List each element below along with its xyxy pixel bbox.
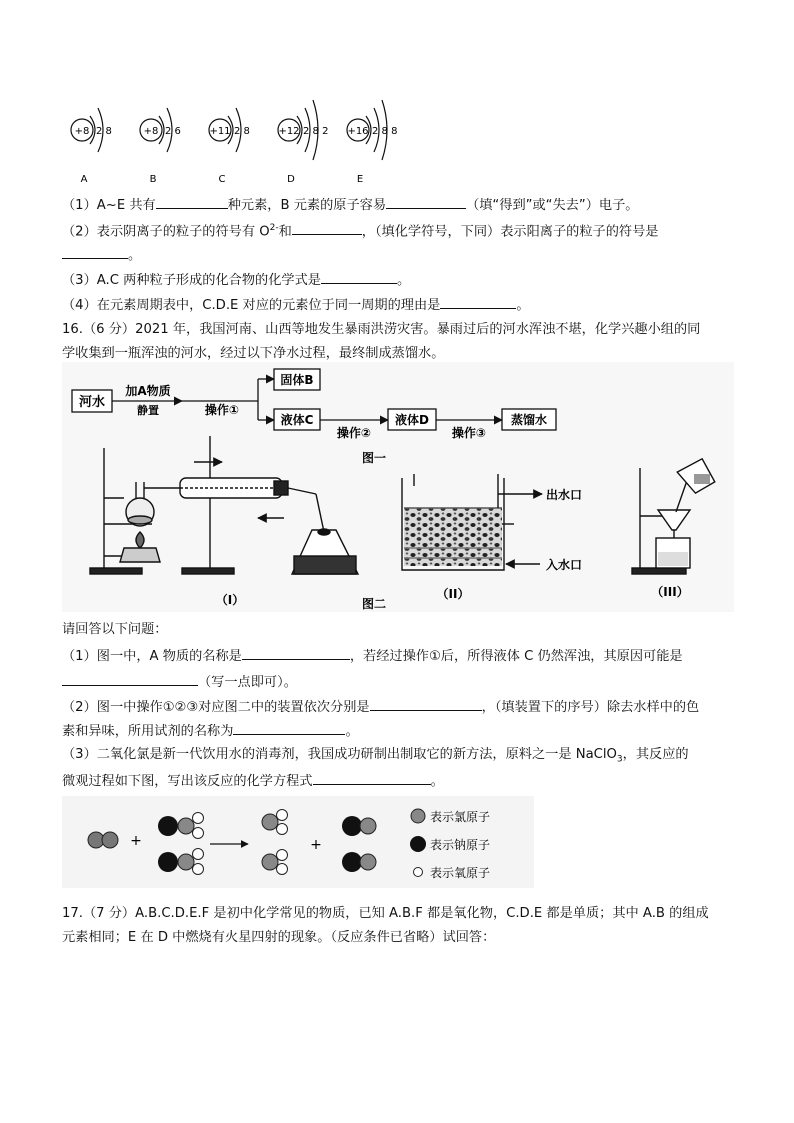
answer-blank[interactable] (62, 672, 198, 686)
nucleus-charge: +12 (278, 126, 300, 137)
nucleus-charge: +8 (143, 126, 159, 137)
q17-line2: 元素相同；E 在 D 中燃烧有火星四射的现象。（反应条件已省略）试回答： (62, 930, 496, 945)
nucleus-charge: +8 (74, 126, 90, 137)
legend-sodium (410, 836, 490, 852)
electron-counts: 2 8 (234, 126, 250, 137)
answer-blank[interactable] (370, 697, 482, 711)
q16-s2-line2: 素和异味，所用试剂的名称为 。 (62, 721, 359, 741)
apparatus-i-label: （I） (215, 593, 245, 607)
sodium-chloride-molecule-2 (342, 852, 376, 872)
legend-oxygen-label: 表示氧原子 (430, 866, 491, 880)
distilled-water-label: 蒸馏水 (510, 413, 548, 427)
atom-diagram-D (278, 100, 328, 185)
q16-s1-line2: （写一点即可）。 (62, 672, 297, 692)
figure-1-caption: 图一 (361, 451, 387, 465)
answer-blank[interactable] (292, 221, 362, 235)
solid-b-label: 固体B (280, 373, 314, 387)
stand-label: 静置 (137, 404, 159, 417)
answer-blank[interactable] (440, 295, 516, 309)
answer-blank[interactable] (156, 195, 228, 209)
answer-blank[interactable] (233, 721, 345, 735)
plus-sign-2: + (310, 837, 322, 853)
nucleus-charge: +16 (347, 126, 369, 137)
sodium-chloride-molecule-1 (342, 816, 376, 836)
q15-line5: （4）在元素周期表中，C.D.E 对应的元素位于同一周期的理由是 。 (62, 295, 530, 315)
figure-2-caption: 图二 (361, 597, 387, 611)
q15-line4: （3）A.C 两种粒子形成的化合物的化学式是 。 (62, 270, 410, 290)
answer-blank[interactable] (321, 270, 397, 284)
atom-diagram-C (209, 108, 250, 185)
op3-label: 操作③ (451, 426, 487, 440)
liquid-c-label: 液体C (280, 413, 314, 427)
q16-s3-line1: （3）二氧化氯是新一代饮用水的消毒剂，我国成功研制出制取它的新方法，原料之一是 NaClO$_3$，其反应的 (62, 747, 689, 765)
atom-label: E (356, 174, 364, 185)
plus-sign-1: + (130, 833, 142, 849)
legend-chlorine-label: 表示氯原子 (430, 810, 491, 824)
atom-label: D (287, 174, 295, 185)
inlet-label: 入水口 (546, 558, 583, 572)
electron-counts: 2 8 2 (303, 126, 329, 137)
q15-line1: （1）A~E 共有 种元素，B 元素的原子容易 （填“得到”或“失去”）电子。 (62, 195, 638, 215)
river-water-label: 河水 (78, 395, 106, 410)
q16-intro-line2: 学收集到一瓶浑浊的河水，经过以下净水过程，最终制成蒸馏水。 (62, 346, 445, 361)
electron-counts: 2 8 8 (372, 126, 398, 137)
atom-label: C (218, 174, 226, 185)
atom-diagram-A (71, 108, 112, 185)
atom-diagram-B (140, 108, 181, 185)
answer-blank[interactable] (386, 195, 466, 209)
electron-counts: 2 6 (165, 126, 181, 137)
q15-line3: 。 (62, 245, 141, 265)
answer-blank[interactable] (313, 771, 431, 785)
q16-prompt: 请回答以下问题： (62, 622, 168, 637)
q15-line2: （2）表示阴离子的粒子的符号有 $O^{2-}$和 ，（填化学符号，下同）表示阳离子的粒子的符号是 (62, 223, 659, 240)
q17-line1: 17.（7 分）A.B.C.D.E.F 是初中化学常见的物质，已知 A.B.F 都是氧化物，C.D.E 都是单质；其中 A.B 的组成 (62, 906, 709, 921)
q16-s1-line1: （1）图一中，A 物质的名称是 ，若经过操作①后，所得液体 C 仍然浑浊，其原因可能是 (62, 646, 683, 666)
add-a-label: 加A物质 (125, 384, 171, 398)
liquid-d-label: 液体D (395, 413, 429, 427)
q16-s2-line1: （2）图一中操作①②③对应图二中的装置依次分别是 ，（填装置下的序号）除去水样中的色 (62, 697, 699, 717)
op1-label: 操作① (204, 403, 240, 417)
op2-label: 操作② (336, 426, 372, 440)
electron-counts: 2 8 (96, 126, 112, 137)
q16-s3-line2: 微观过程如下图，写出该反应的化学方程式 。 (62, 771, 444, 791)
reaction-micro-diagram (62, 796, 534, 888)
apparatus-iii-label: （III） (651, 585, 689, 599)
atom-structure-diagrams (60, 92, 430, 192)
legend-sodium-label: 表示钠原子 (430, 838, 491, 852)
q16-intro-line1: 16.（6 分）2021 年，我国河南、山西等地发生暴雨洪涝灾害。暴雨过后的河水浑浊不堪，化学兴趣小组的同 (62, 322, 701, 337)
answer-blank[interactable] (242, 646, 350, 660)
nucleus-charge: +11 (209, 126, 231, 137)
atom-label: B (149, 174, 157, 185)
apparatus-ii-label: （II） (436, 587, 470, 601)
atom-diagram-E (347, 100, 397, 185)
atom-label: A (80, 174, 88, 185)
water-purification-figure (62, 362, 734, 612)
answer-blank[interactable] (62, 245, 128, 259)
outlet-label: 出水口 (546, 488, 583, 502)
